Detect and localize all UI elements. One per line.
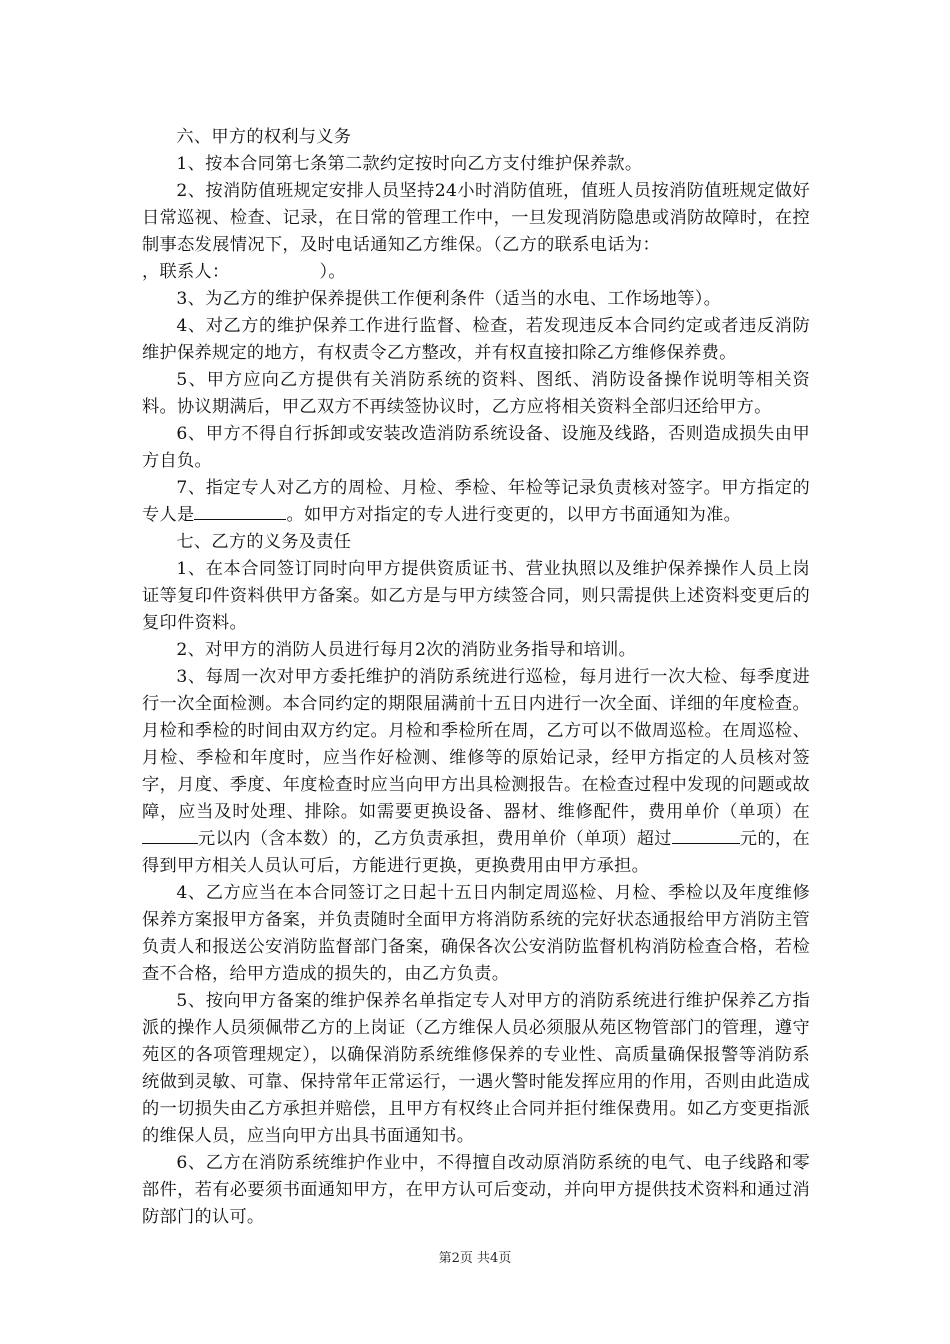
section-7-heading: 七、乙方的义务及责任 bbox=[176, 532, 352, 552]
unit-price-limit-blank bbox=[142, 827, 198, 844]
section-6-item-2 bbox=[142, 178, 810, 286]
section-6-item-2-contact: ，联系人： bbox=[142, 262, 230, 282]
section-6-item-6: 6、甲方不得自行拆卸或安装改造消防系统设备、设施及线路，否则造成损失由甲方自负。 bbox=[142, 424, 810, 471]
section-6-item-2-end: ）。 bbox=[319, 262, 346, 282]
section-7-item-6: 6、乙方在消防系统维护作业中，不得擅自改动原消防系统的电气、电子线路和零部件，若有必要须书面通知甲方，在甲方认可后变动，并向甲方提供技术资料和通过消防部门的认可。 bbox=[142, 1153, 810, 1227]
section-7-item-4: 4、乙方应当在本合同签订之日起十五日内制定周巡检、月检、季检以及年度维修保养方案报甲方备案，并负责随时全面甲方将消防系统的完好状态通报给甲方消防主管负责人和报送公安消防监督部门备案，确保各次公安消防监督机构消防检查合格，若检查不合格，给甲方造成的损失的，由乙方负责。 bbox=[142, 883, 810, 984]
section-6-item-2-text: 2、按消防值班规定安排人员坚持24小时消防值班，值班人员按消防值班规定做好日常巡视、检查、记录，在日常的管理工作中，一旦发现消防隐患或消防故障时，在控制事态发展情况下，及时电话通知乙方维保。（乙方的联系电话为： bbox=[142, 181, 810, 255]
document-body bbox=[142, 124, 810, 1231]
section-6-item-5: 5、甲方应向乙方提供有关消防系统的资料、图纸、消防设备操作说明等相关资料。协议期满后，甲乙双方不再续签协议时，乙方应将相关资料全部归还给甲方。 bbox=[142, 370, 810, 417]
section-6-item-4: 4、对乙方的维护保养工作进行监督、检查，若发现违反本合同约定或者违反消防维护保养规定的地方，有权责令乙方整改，并有权直接扣除乙方维修保养费。 bbox=[142, 316, 810, 363]
section-6-item-1: 1、按本合同第七条第二款约定按时向乙方支付维护保养款。 bbox=[176, 154, 643, 174]
section-7-item-5: 5、按向甲方备案的维护保养名单指定专人对甲方的消防系统进行维护保养乙方指派的操作人员须佩带乙方的上岗证（乙方维保人员必须服从苑区物管部门的管理，遵守苑区的各项管理规定），以确保消防系统维修保养的专业性、高质量确保报警等消防系统做到灵敏、可靠、保持常年正常运行，一遇火警时能发挥应用的作用，否则由此造成的一切损失由乙方承担并赔偿，且甲方有权终止合同并拒付维保费用。如乙方变更指派的维保人员，应当向甲方出具书面通知书。 bbox=[142, 991, 810, 1146]
section-7-item-1: 1、在本合同签订同时向甲方提供资质证书、营业执照以及维护保养操作人员上岗证等复印件资料供甲方备案。如乙方是与甲方续签合同，则只需提供上述资料变更后的复印件资料。 bbox=[142, 559, 810, 633]
section-6-item-7 bbox=[142, 475, 810, 529]
section-7-item-3-text-b: 元以内（含本数）的，乙方负责承担，费用单价（单项）超过 bbox=[198, 829, 672, 849]
page-footer: 第2页 共4页 bbox=[438, 1251, 512, 1266]
section-6-item-3: 3、为乙方的维护保养提供工作便利条件（适当的水电、工作场地等）。 bbox=[176, 289, 722, 309]
section-6-item-7-text-b: 。如甲方对指定的专人进行变更的，以甲方书面通知为准。 bbox=[286, 505, 742, 525]
section-7-item-3-text-c: 元的，在得到甲方相关人员认可后，方能进行更换，更换费用由甲方承担。 bbox=[142, 829, 810, 876]
section-6-item-7-text-a: 7、指定专人对乙方的周检、月检、季检、年检等记录负责核对签字。甲方指定的专人是 bbox=[142, 478, 810, 525]
section-7-item-3 bbox=[142, 664, 810, 880]
section-6-heading: 六、甲方的权利与义务 bbox=[176, 127, 352, 147]
section-7-item-3-text-a: 3、每周一次对甲方委托维护的消防系统进行巡检，每月进行一次大检、每季度进行一次全面检测。本合同约定的期限届满前十五日内进行一次全面、详细的年度检查。月检和季检的时间由双方约定。月检和季检所在周，乙方可以不做周巡检。在周巡检、月检、季检和年度时，应当作好检测、维修等的原始记录，经甲方指定的人员核对签字，月度、季度、年度检查时应当向甲方出具检测报告。在检查过程中发现的问题或故障，应当及时处理、排除。如需要更换设备、器材、维修配件，费用单价（单项）在 bbox=[142, 667, 810, 822]
unit-price-exceed-blank bbox=[672, 827, 740, 844]
section-7-item-2: 2、对甲方的消防人员进行每月2次的消防业务指导和培训。 bbox=[176, 640, 637, 660]
designated-person-blank bbox=[194, 503, 286, 520]
